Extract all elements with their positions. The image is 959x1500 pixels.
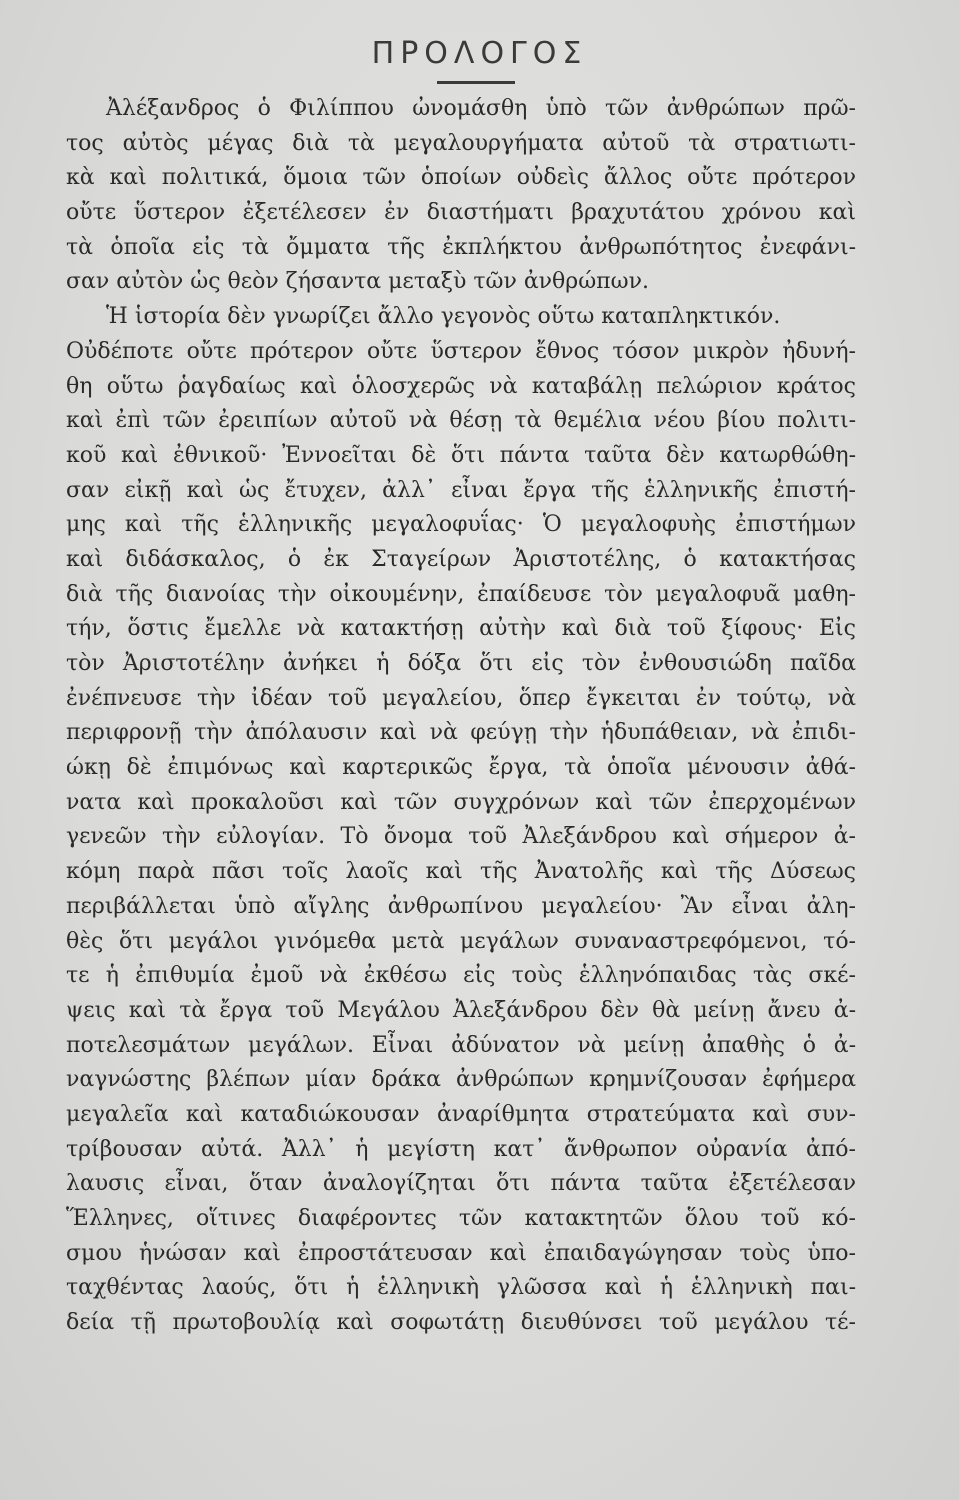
text-line: τὰ ὁποῖα εἰς τὰ ὄμματα τῆς ἐκπλήκτου ἀνθρωπότητος ἐνεφάνι- bbox=[66, 234, 856, 260]
text-line: καὶ διδάσκαλος, ὁ ἐκ Σταγείρων Ἀριστοτέλης, ὁ κατακτήσας bbox=[66, 546, 856, 572]
text-line: διὰ τῆς διανοίας τὴν οἰκουμένην, ἐπαίδευσε τὸν μεγαλοφυᾶ μαθη- bbox=[66, 581, 856, 607]
text-line: θη οὕτω ῥαγδαίως καὶ ὁλοσχερῶς νὰ καταβάλῃ πελώριον κράτος bbox=[66, 373, 856, 399]
text-line: νατα καὶ προκαλοῦσι καὶ τῶν συγχρόνων καὶ τῶν ἐπερχομένων bbox=[66, 789, 856, 815]
text-line: τὸν Ἀριστοτέλην ἀνήκει ἡ δόξα ὅτι εἰς τὸν ἐνθουσιώδη παῖδα bbox=[66, 651, 856, 676]
text-line: Ἕλληνες, οἵτινες διαφέροντες τῶν κατακτητῶν ὅλου τοῦ κό- bbox=[66, 1206, 856, 1231]
text-line: περιφρονῇ τὴν ἀπόλαυσιν καὶ νὰ φεύγῃ τὴν ἡδυπάθειαν, νὰ ἐπιδι- bbox=[66, 720, 856, 746]
text-line: οὔτε ὕστερον ἐξετέλεσεν ἐν διαστήματι βραχυτάτου χρόνου καὶ bbox=[66, 200, 856, 226]
text-line: ἐνέπνευσε τὴν ἰδέαν τοῦ μεγαλείου, ὅπερ ἔγκειται ἐν τούτῳ, νὰ bbox=[66, 685, 856, 711]
page-title: ΠΡΟΛΟΓΟΣ bbox=[371, 36, 588, 71]
text-line: σαν εἰκῇ καὶ ὡς ἔτυχεν, ἀλλ᾽ εἶναι ἔργα τῆς ἑλληνικῆς ἐπιστή- bbox=[66, 477, 856, 503]
text-line: δεία τῇ πρωτοβουλίᾳ καὶ σοφωτάτῃ διευθύνσει τοῦ μεγάλου τέ- bbox=[66, 1310, 856, 1336]
text-line: περιβάλλεται ὑπὸ αἴγλης ἀνθρωπίνου μεγαλείου· Ἂν εἶναι ἀλη- bbox=[66, 893, 856, 919]
text-line: γενεῶν τὴν εὐλογίαν. Τὸ ὄνομα τοῦ Ἀλεξάνδρου καὶ σήμερον ἀ- bbox=[66, 824, 856, 850]
text-line: ώκῃ δὲ ἐπιμόνως καὶ καρτερικῶς ἔργα, τὰ ὁποῖα μένουσιν ἀθά- bbox=[66, 755, 856, 781]
title-rule bbox=[437, 81, 515, 84]
text-line: τήν, ὅστις ἔμελλε νὰ κατακτήσῃ αὐτὴν καὶ διὰ τοῦ ξίφους· Εἰς bbox=[66, 616, 856, 642]
text-line: Ἡ ἱστορία δὲν γνωρίζει ἄλλο γεγονὸς οὕτω καταπληκτικόν. bbox=[106, 304, 781, 330]
text-line: Οὐδέποτε οὔτε πρότερον οὔτε ὕστερον ἔθνος τόσον μικρὸν ἠδυνή- bbox=[66, 338, 856, 364]
text-line: ναγνώστης βλέπων μίαν δράκα ἀνθρώπων κρημνίζουσαν ἐφήμερα bbox=[66, 1067, 856, 1093]
text-line: ποτελεσμάτων μεγάλων. Εἶναι ἀδύνατον νὰ μείνῃ ἀπαθὴς ὁ ἀ- bbox=[66, 1032, 856, 1058]
text-line: σαν αὐτὸν ὡς θεὸν ζήσαντα μεταξὺ τῶν ἀνθρώπων. bbox=[66, 269, 649, 295]
text-line: καὶ ἐπὶ τῶν ἐρειπίων αὐτοῦ νὰ θέσῃ τὰ θεμέλια νέου βίου πολιτι- bbox=[66, 408, 856, 434]
text-line: σμου ἡνώσαν καὶ ἐπροστάτευσαν καὶ ἐπαιδαγώγησαν τοὺς ὑπο- bbox=[66, 1240, 856, 1266]
text-line: λαυσις εἶναι, ὅταν ἀναλογίζηται ὅτι πάντα ταῦτα ἐξετέλεσαν bbox=[66, 1171, 856, 1197]
text-line: τος αὐτὸς μέγας διὰ τὰ μεγαλουργήματα αὐτοῦ τὰ στρατιωτι- bbox=[66, 130, 856, 156]
text-line: ψεις καὶ τὰ ἔργα τοῦ Μεγάλου Ἀλεξάνδρου δὲν θὰ μείνῃ ἄνευ ἀ- bbox=[66, 997, 856, 1023]
text-line: κὰ καὶ πολιτικά, ὅμοια τῶν ὁποίων οὐδεὶς ἄλλος οὔτε πρότερον bbox=[66, 165, 856, 191]
text-line: μης καὶ τῆς ἑλληνικῆς μεγαλοφυΐας· Ὁ μεγαλοφυὴς ἐπιστήμων bbox=[66, 512, 856, 538]
text-line: Ἀλέξανδρος ὁ Φιλίππου ὠνομάσθη ὑπὸ τῶν ἀνθρώπων πρῶ- bbox=[106, 96, 856, 121]
text-line: κόμη παρὰ πᾶσι τοῖς λαοῖς καὶ τῆς Ἀνατολῆς καὶ τῆς Δύσεως bbox=[66, 859, 856, 885]
text-line: μεγαλεῖα καὶ καταδιώκουσαν ἀναρίθμητα στρατεύματα καὶ συν- bbox=[66, 1101, 856, 1127]
text-line: ταχθέντας λαούς, ὅτι ἡ ἑλληνικὴ γλῶσσα καὶ ἡ ἑλληνικὴ παι- bbox=[66, 1275, 856, 1301]
text-line: κοῦ καὶ ἐθνικοῦ· Ἐννοεῖται δὲ ὅτι πάντα ταῦτα δὲν κατωρθώθη- bbox=[66, 442, 856, 468]
text-line: τε ἡ ἐπιθυμία ἐμοῦ νὰ ἐκθέσω εἰς τοὺς ἑλληνόπαιδας τὰς σκέ- bbox=[66, 963, 856, 989]
text-line: θὲς ὅτι μεγάλοι γινόμεθα μετὰ μεγάλων συναναστρεφόμενοι, τό- bbox=[66, 928, 856, 954]
body-text bbox=[66, 92, 856, 1341]
text-line: τρίβουσαν αὐτά. Ἀλλ᾽ ἡ μεγίστη κατ᾽ ἄνθρωπον οὐρανία ἀπό- bbox=[66, 1136, 856, 1162]
